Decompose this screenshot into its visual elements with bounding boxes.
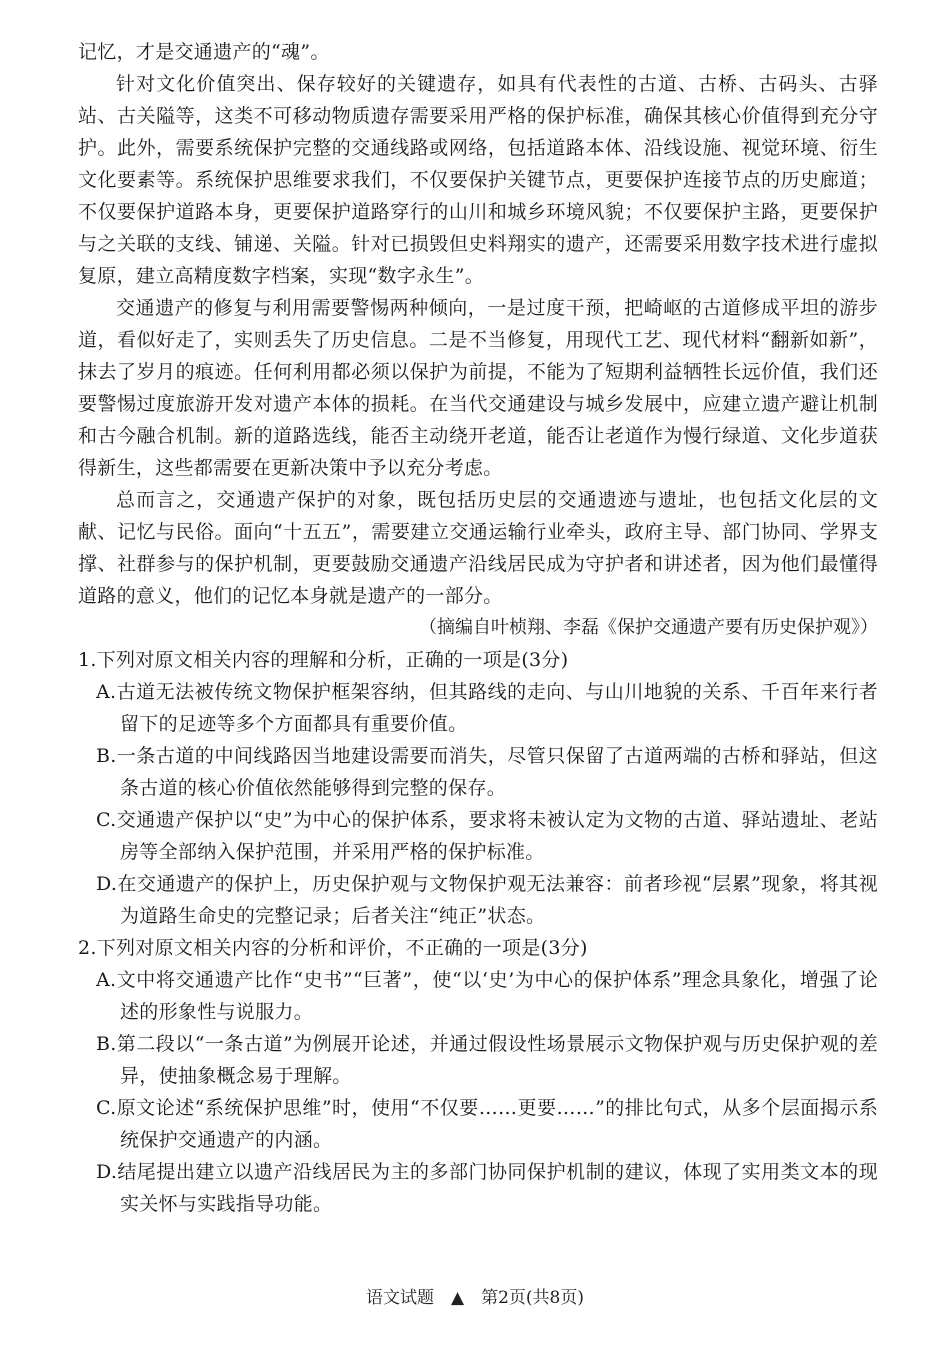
passage-paragraph: 针对文化价值突出、保存较好的关键遗存，如具有代表性的古道、古桥、古码头、古驿站、古关隘等，这类不可移动物质遗存需要采用严格的保护标准，确保其核心价值得到充分守护。此外，需要系统保护完整的交通线路或网络，包括道路本体、沿线设施、视觉环境、衍生文化要素等。系统保护思维要求我们，不仅要保护关键节点，更要保护连接节点的历史廊道；不仅要保护道路本身，更要保护道路穿行的山川和城乡环境风貌；不仅要保护主路，更要保护与之关联的支线、铺递、关隘。针对已损毁但史料翔实的遗产，还需要采用数字技术进行虚拟复原，建立高精度数字档案，实现“数字永生”。 [78,73,878,287]
passage-paragraph: 总而言之，交通遗产保护的对象，既包括历史层的交通遗迹与遗址，也包括文化层的文献、记忆与民俗。面向“十五五”，需要建立交通运输行业牵头，政府主导、部门协同、学界支撑、社群参与的保护机制，更要鼓励交通遗产沿线居民成为守护者和讲述者，因为他们最懂得道路的意义，他们的记忆本身就是遗产的一部分。 [78,489,878,607]
option-b: B.一条古道的中间线路因当地建设需要而消失，尽管只保留了古道两端的古桥和驿站，但这条古道的核心价值依然能够得到完整的保存。 [96,745,878,799]
question-stem: 2.下列对原文相关内容的分析和评价，不正确的一项是(3分) [78,937,588,959]
option-c: C.交通遗产保护以“史”为中心的保护体系，要求将未被认定为文物的古道、驿站遗址、老站房等全部纳入保护范围，并采用严格的保护标准。 [96,809,878,863]
option-a: A.文中将交通遗产比作“史书”“巨著”，使“以‘史’为中心的保护体系”理念具象化，增强了论述的形象性与说服力。 [96,969,878,1023]
exam-page [78,36,878,1220]
question-2 [78,932,878,1220]
question-stem: 1.下列对原文相关内容的理解和分析，正确的一项是(3分) [78,649,569,671]
question-1 [78,644,878,932]
option-c: C.原文论述“系统保护思维”时，使用“不仅要……更要……”的排比句式，从多个层面揭示系统保护交通遗产的内涵。 [96,1097,878,1151]
option-b: B.第二段以“一条古道”为例展开论述，并通过假设性场景展示文物保护观与历史保护观的差异，使抽象概念易于理解。 [96,1033,878,1087]
passage-source: （摘编自叶桢翔、李磊《保护交通遗产要有历史保护观》） [419,617,878,638]
option-d: D.结尾提出建立以遗产沿线居民为主的多部门协同保护机制的建议，体现了实用类文本的现实关怀与实践指导功能。 [96,1161,878,1215]
option-a: A.古道无法被传统文物保护框架容纳，但其路线的走向、与山川地貌的关系、千百年来行者留下的足迹等多个方面都具有重要价值。 [96,681,878,735]
passage-paragraph: 记忆，才是交通遗产的“魂”。 [78,41,330,63]
passage-paragraph: 交通遗产的修复与利用需要警惕两种倾向，一是过度干预，把崎岖的古道修成平坦的游步道，看似好走了，实则丢失了历史信息。二是不当修复，用现代工艺、现代材料“翻新如新”，抹去了岁月的痕迹。任何利用都必须以保护为前提，不能为了短期利益牺牲长远价值，我们还要警惕过度旅游开发对遗产本体的损耗。在当代交通建设与城乡发展中，应建立遗产避让机制和古今融合机制。新的道路选线，能否主动绕开老道，能否让老道作为慢行绿道、文化步道获得新生，这些都需要在更新决策中予以充分考虑。 [78,297,878,479]
page-footer: 语文试题 ▲ 第2页(共8页) [366,1288,584,1308]
option-d: D.在交通遗产的保护上，历史保护观与文物保护观无法兼容：前者珍视“层累”现象，将其视为道路生命史的完整记录；后者关注“纯正”状态。 [96,873,878,927]
